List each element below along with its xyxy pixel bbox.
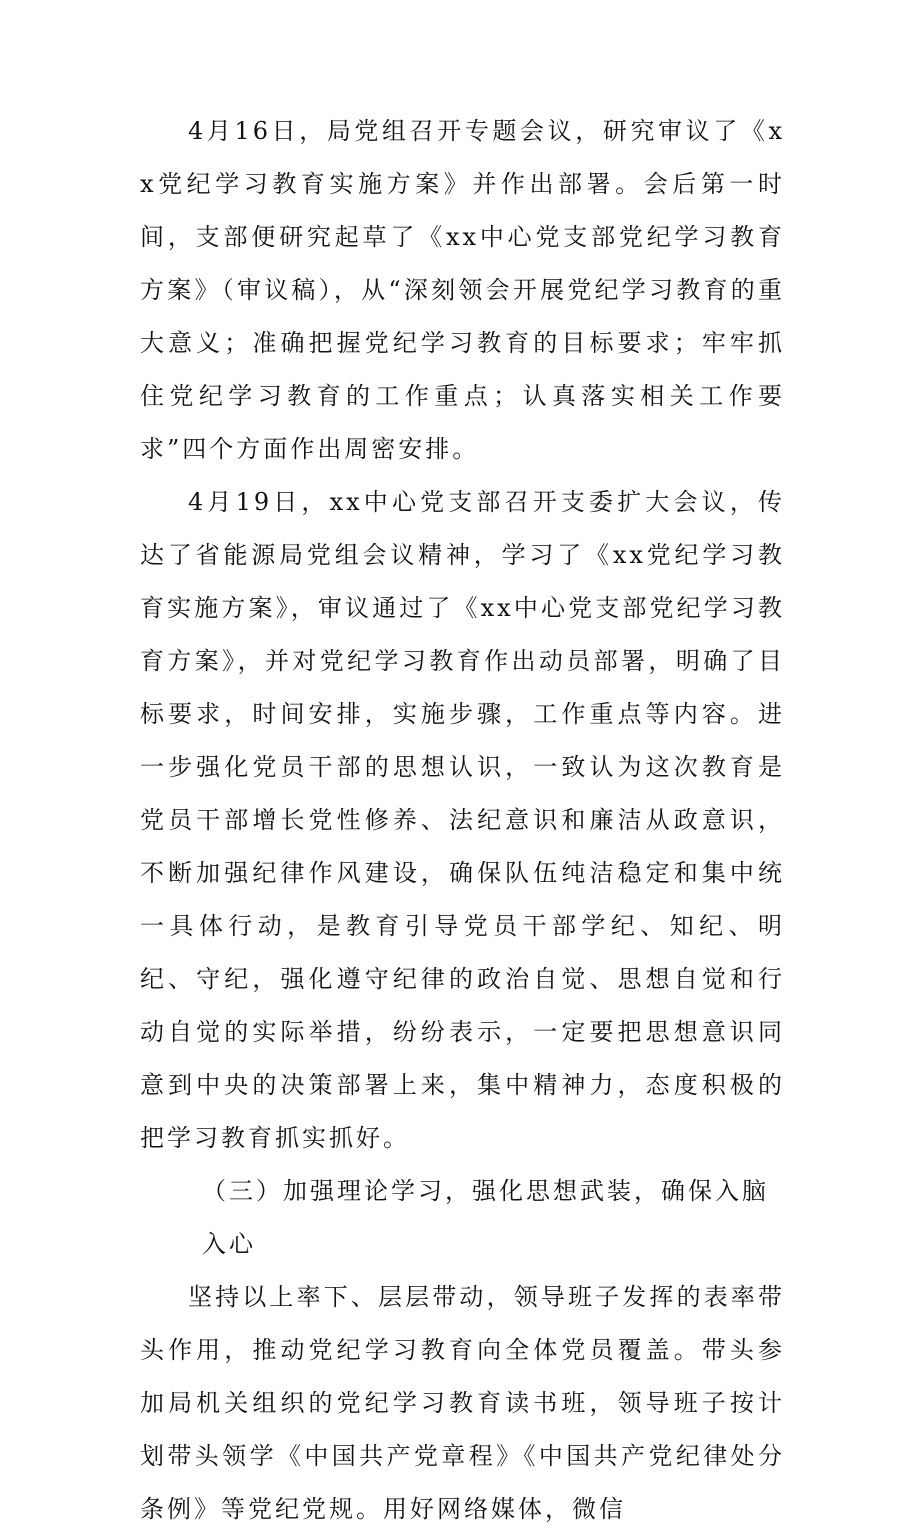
paragraph-2: 4月19日，xx中心党支部召开支委扩大会议，传达了省能源局党组会议精神，学习了《xx党纪学习教育实施方案》，审议通过了《xx中心党支部党纪学习教育方案》，并对党纪学习教育作出动员部署，明确了目标要求，时间安排，实施步骤，工作重点等内容。进一步强化党员干部的思想认识，一致认为这次教育是党员干部增长党性修养、法纪意识和廉洁从政意识，不断加强纪律作风建设，确保队伍纯洁稳定和集中统一具体行动，是教育引导党员干部学纪、知纪、明纪、守纪，强化遵守纪律的政治自觉、思想自觉和行动自觉的实际举措，纷纷表示，一定要把思想意识同意到中央的决策部署上来，集中精神力，态度积极的把学习教育抓实抓好。 [140, 488, 785, 1152]
paragraph-1: 4月16日，局党组召开专题会议，研究审议了《xx党纪学习教育实施方案》并作出部署。会后第一时间，支部便研究起草了《xx中心党支部党纪学习教育方案》（审议稿），从“深刻领会开展党纪学习教育的重大意义；准确把握党纪学习教育的目标要求；牢牢抓住党纪学习教育的工作重点；认真落实相关工作要求”四个方面作出周密安排。 [140, 117, 785, 463]
document-body [140, 105, 785, 1536]
paragraph-3: 坚持以上率下、层层带动，领导班子发挥的表率带头作用，推动党纪学习教育向全体党员覆盖。带头参加局机关组织的党纪学习教育读书班，领导班子按计划带头领学《中国共产党章程》《中国共产党纪律处分条例》等党纪党规。用好网络媒体，微信 [140, 1283, 785, 1523]
section-heading: （三）加强理论学习，强化思想武装，确保入脑入心 [202, 1177, 769, 1258]
